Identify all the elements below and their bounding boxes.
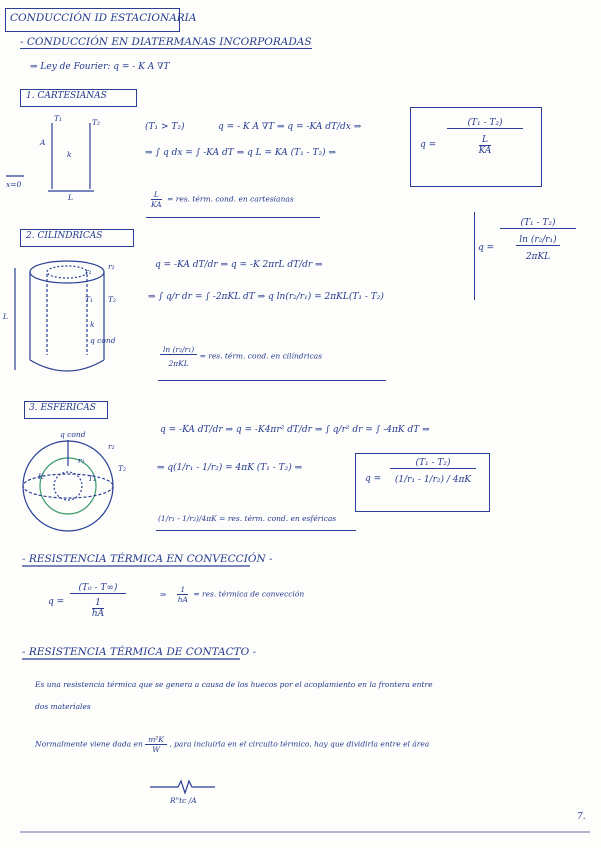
conv-den-num: 1 <box>92 598 104 609</box>
cyl-eq2: ⇒ ∫ q/r dr = ∫ -2πKL dT ⇒ q ln(r₂/r₁) = 2πKL(T₁ - T₂) <box>148 292 384 302</box>
cyl-result-den-num: ln (r₂/r₁) <box>516 235 559 246</box>
sph-r2: r₂ <box>108 442 115 451</box>
cyl-t2: T₂ <box>108 295 117 304</box>
cart-result-numerator: (T₁ - T₂) <box>447 118 523 129</box>
cylinder-top <box>30 261 104 283</box>
cyl-q: q cond <box>90 336 116 345</box>
cyl-note-num: ln (r₂/r₁) <box>160 345 197 355</box>
cart-result-denominator <box>476 135 495 156</box>
cart-condition: (T₁ > T₂) <box>145 122 185 132</box>
cyl-result-denominator <box>516 235 559 262</box>
conv-note-den: hA <box>177 595 188 604</box>
cart-note-den: KA <box>151 200 162 209</box>
sph-note: (1/r₁ - 1/r₂)/4πK = res. térm. cond. en esféricas <box>158 514 337 523</box>
sph-eq2: ⇒ q(1/r₁ - 1/r₂) = 4πK (T₁ - T₂) ⇒ <box>157 463 303 473</box>
cart-k: k <box>67 150 72 159</box>
sph-result-lhs: q = <box>365 474 382 484</box>
sph-note-underline <box>156 530 356 531</box>
cyl-k: k <box>90 320 95 329</box>
cart-area: A <box>40 138 46 147</box>
fourier-law: ⇒ Ley de Fourier: q = - K A ∇T <box>30 62 170 72</box>
cart-note-num: L <box>151 190 162 200</box>
cyl-length: L <box>3 312 8 321</box>
sphere-inner <box>54 472 82 500</box>
cart-result-lhs: q = <box>420 140 437 150</box>
cart-note-fraction <box>148 190 165 209</box>
page-number: 7. <box>577 812 586 822</box>
esfericas-label: 3. ESFÉRICAS <box>29 403 96 413</box>
sph-t2: T₂ <box>118 464 127 473</box>
conv-den-den: hA <box>91 609 105 619</box>
contacto-unit-den: W <box>152 745 160 754</box>
conv-lhs: q = <box>48 597 65 607</box>
cilindricas-label: 2. CILÍNDRICAS <box>26 231 103 241</box>
cart-length: L <box>68 193 73 202</box>
sphere-mid <box>40 458 96 514</box>
cyl-r2: r₂ <box>108 262 115 271</box>
cyl-result-den-den: 2πKL <box>525 252 551 262</box>
cart-result-den-num: L <box>479 135 491 146</box>
cyl-result-fraction <box>500 218 576 262</box>
conv-numerator: (T₀ - T∞) <box>70 583 126 594</box>
cylinder-bottom <box>30 360 104 371</box>
sphere-equator <box>23 474 113 498</box>
cart-note-text: = res. térm. cond. en cartesianas <box>167 194 294 204</box>
cart-note-underline <box>146 217 320 218</box>
cart-note <box>148 190 294 209</box>
sph-q: q cond <box>60 430 86 439</box>
cyl-r1: r₁ <box>85 267 92 276</box>
cart-result-den-den: KA <box>478 146 492 156</box>
cyl-result-numerator: (T₁ - T₂) <box>500 218 576 229</box>
cyl-note <box>160 345 322 368</box>
contacto-line3-b: , para incluirla en el circuito térmico, hay que dividirla entre el área <box>169 739 430 749</box>
cyl-note-underline <box>158 380 386 381</box>
conv-note-fraction <box>175 585 191 604</box>
sph-r1: r₁ <box>78 456 85 465</box>
cart-result-fraction <box>445 118 525 156</box>
sph-result-denominator: (1/r₁ - 1/r₂) / 4πK <box>394 475 472 485</box>
conveccion-heading: - RESISTENCIA TÉRMICA EN CONVECCIÓN - <box>22 553 273 565</box>
cart-eq1: q = - K A ∇T ⇒ q = -KA dT/dx ⇒ <box>218 122 362 132</box>
contacto-line1: Es una resistencia térmica que se genera a causa de los huecos por el acoplamiento en la frontera entre <box>35 680 433 689</box>
sph-result-fraction <box>390 458 476 485</box>
cyl-t1: T₁ <box>85 295 94 304</box>
conv-note-text: = res. térmica de convección <box>193 589 305 599</box>
cart-eq2: ⇒ ∫ q dx = ∫ -KA dT ⇒ q L = KA (T₁ - T₂) ⇒ <box>145 148 336 158</box>
sph-eq1: q = -KA dT/dr ⇒ q = -K4πr² dT/dr ⇒ ∫ q/r² dr = ∫ -4πK dT ⇒ <box>160 425 430 435</box>
conv-denominator <box>89 598 107 619</box>
cart-t1: T₁ <box>54 114 63 123</box>
cart-t2: T₂ <box>92 118 101 127</box>
cart-axis: x=0 <box>6 180 22 189</box>
diatermanas-heading: - CONDUCCIÓN EN DIATERMANAS INCORPORADAS <box>20 36 312 48</box>
contacto-line2: dos materiales <box>35 702 91 711</box>
cyl-note-text: = res. térm. cond. en cilíndricas <box>199 351 323 361</box>
conv-note: ⇒ $\frac{1}{hA}$ = res. térmica de convección <box>160 585 305 604</box>
cylinder-inner-top <box>47 266 87 278</box>
cartesianas-label: 1. CARTESIANAS <box>26 91 107 101</box>
cyl-result-lhs: q = <box>478 243 495 253</box>
contacto-unit-num: m²K <box>145 735 167 745</box>
contacto-line3 <box>35 735 429 754</box>
resistor-symbol <box>150 781 215 793</box>
contacto-heading: - RESISTENCIA TÉRMICA DE CONTACTO - <box>22 646 257 658</box>
conv-note-num: 1 <box>177 585 188 595</box>
sph-result-numerator: (T₁ - T₂) <box>390 458 476 469</box>
contacto-line3-a: Normalmente viene dada en <box>35 739 143 749</box>
cyl-note-fraction <box>160 345 197 368</box>
sph-t1: T₁ <box>88 474 97 483</box>
cyl-note-den: 2πKL <box>168 359 189 368</box>
page-title: CONDUCCIÓN ID ESTACIONARIA <box>10 12 197 24</box>
contacto-unit-fraction <box>145 735 167 754</box>
cyl-eq1: q = -KA dT/dr ⇒ q = -K 2πrL dT/dr ⇒ <box>155 260 323 270</box>
conv-fraction <box>70 583 126 619</box>
resistor-label: R"tc /A <box>170 796 197 805</box>
sph-k: K <box>38 472 44 481</box>
